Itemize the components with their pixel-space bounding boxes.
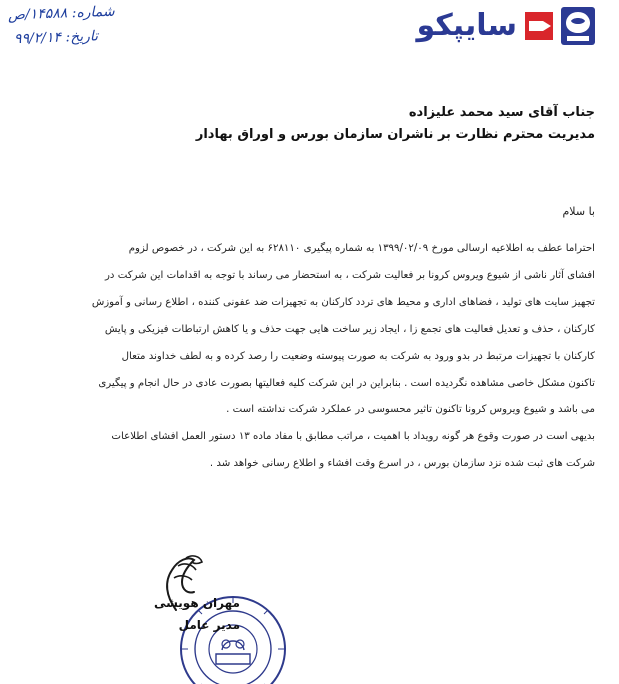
signatory-title: مدیر عامل — [178, 618, 240, 632]
logo-mark-icon — [525, 12, 553, 40]
body-line: بدیهی است در صورت وقوع هر گونه رویداد با اهمیت ، مراتب مطابق با مفاد ماده ۱۳ دستور العمل افشای اطلاعات — [111, 431, 595, 443]
handwritten-reference — [8, 2, 148, 48]
salutation: با سلام — [562, 205, 595, 218]
body-line: کارکنان ، حذف و تعدیل فعالیت های تجمع زا ، ایجاد زیر ساخت هایی جهت حذف و یا کاهش ارتباطات فیزیکی و پایش — [104, 323, 595, 335]
addressee-name: جناب آقای سید محمد علیزاده — [408, 105, 595, 120]
logo-emblem-icon — [561, 7, 595, 45]
letter-number: شماره: ۱۴۵۸۸/ص — [7, 3, 115, 24]
addressee-block — [135, 102, 595, 146]
body-line: می باشد و شیوع ویروس کرونا تاکنون تاثیر محسوسی در عملکرد شرکت نداشته است . — [226, 404, 595, 416]
body-line: کارکنان با تجهیزات مرتبط در بدو ورود به شرکت به صورت پیوسته وضعیت را رصد کرده و به لطف خداوند متعال — [121, 350, 595, 362]
letter-body — [25, 236, 595, 478]
body-line: افشای آثار ناشی از شیوع ویروس کرونا بر فعالیت شرکت ، به استحضار می رساند با توجه به اقدامات این شرکت در — [105, 269, 595, 281]
body-line: احتراما عطف به اطلاعیه ارسالی مورخ ۱۳۹۹/۰۲/۰۹ به شماره پیگیری ۶۲۸۱۱۰ به این شرکت ، در خصوص لزوم — [128, 243, 595, 254]
logo-wordmark — [416, 6, 517, 46]
logo-wordmark-text: سایپکو — [416, 8, 517, 43]
company-logo — [416, 4, 595, 48]
addressee-department: مدیریت محترم نظارت بر ناشران سازمان بورس و اوراق بهادار — [195, 127, 595, 142]
body-line: شرکت های ثبت شده نزد سازمان بورس ، در اسرع وقت افشاء و اطلاع رسانی خواهد شد . — [209, 458, 595, 470]
signatory-block — [150, 592, 240, 636]
signatory-name: مهران هویشی — [153, 596, 240, 610]
body-line: تاکنون مشکل خاصی مشاهده نگردیده است . بنابراین در این شرکت کلیه فعالیتها بصورت عادی در حال انجام و پیگیری — [98, 377, 595, 389]
body-line: تجهیز سایت های تولید ، فضاهای اداری و محیط های تردد کارکنان به تجهیزات ضد عفونی کننده ، اطلاع رسانی و آموزش — [91, 296, 595, 308]
letter-date: تاریخ: ۹۹/۲/۱۴ — [13, 28, 99, 48]
